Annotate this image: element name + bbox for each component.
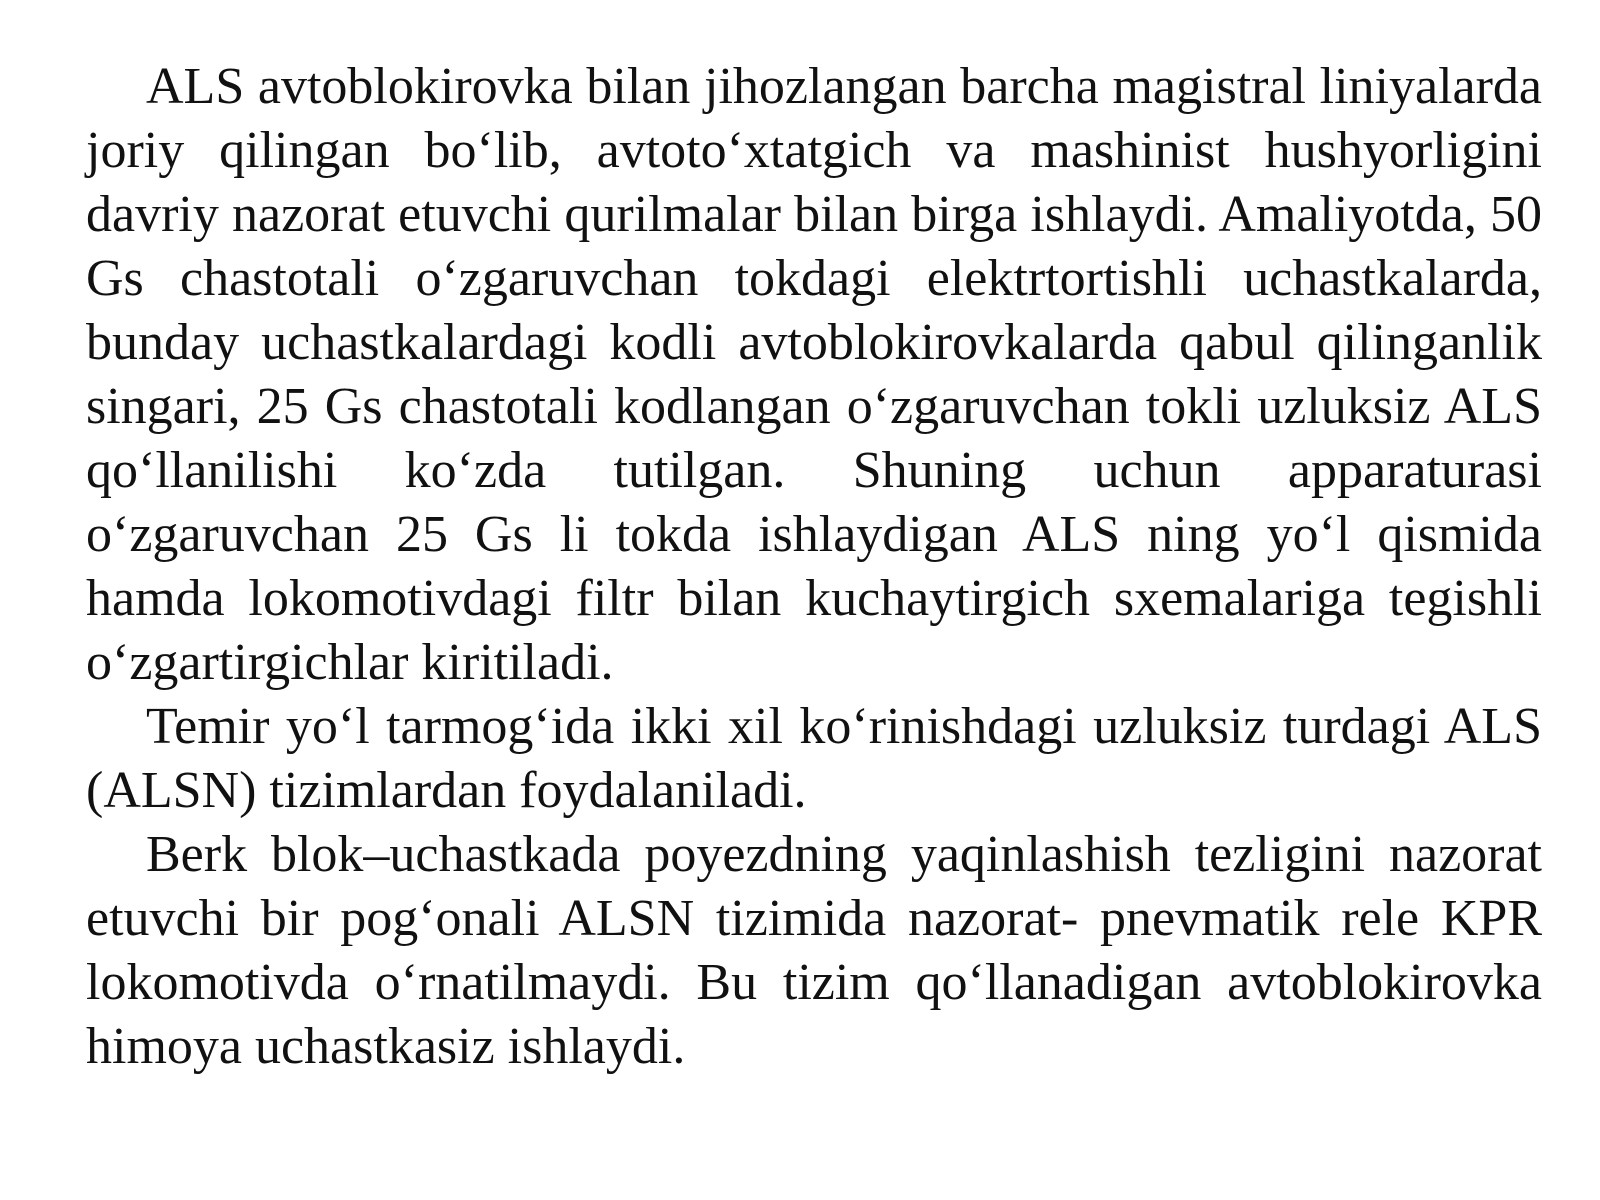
paragraph-als-overview: ALS avtoblokirovka bilan jihozlangan barcha magistral liniyalarda joriy qilingan bo‘lib, avtoto‘xtatgich va mashinist hushyorligini davriy nazorat etuvchi qurilmalar bilan birga ishlaydi. Amaliyotda, 50 Gs chastotali o‘zgaruvchan tokdagi elektrtortishli uchastkalarda, bunday uchastkalardagi kodli avtoblokirovkalarda qabul qilinganlik singari, 25 Gs chastotali kodlangan o‘zgaruvchan tokli uzluksiz ALS qo‘llanilishi ko‘zda tutilgan. Shuning uchun apparaturasi o‘zgaruvchan 25 Gs li tokda ishlaydigan ALS ning yo‘l qismida hamda lokomotivdagi filtr bilan kuchaytirgich sxemalariga tegishli o‘zgartirgichlar kiritiladi. xyxy=(86,58,1542,691)
paragraph-alsn-types: Temir yo‘l tarmog‘ida ikki xil ko‘rinishdagi uzluksiz turdagi ALS (ALSN) tizimlardan foydalaniladi. xyxy=(86,698,1542,819)
paragraph-single-level-alsn: Berk blok–uchastkada poyezdning yaqinlashish tezligini nazorat etuvchi bir pog‘onali ALSN tizimida nazorat- pnevmatik rele KPR lokomotivda o‘rnatilmaydi. Bu tizim qo‘llanadigan avtoblokirovka himoya uchastkasiz ishlaydi. xyxy=(86,826,1542,1075)
document-page xyxy=(86,55,1542,1079)
